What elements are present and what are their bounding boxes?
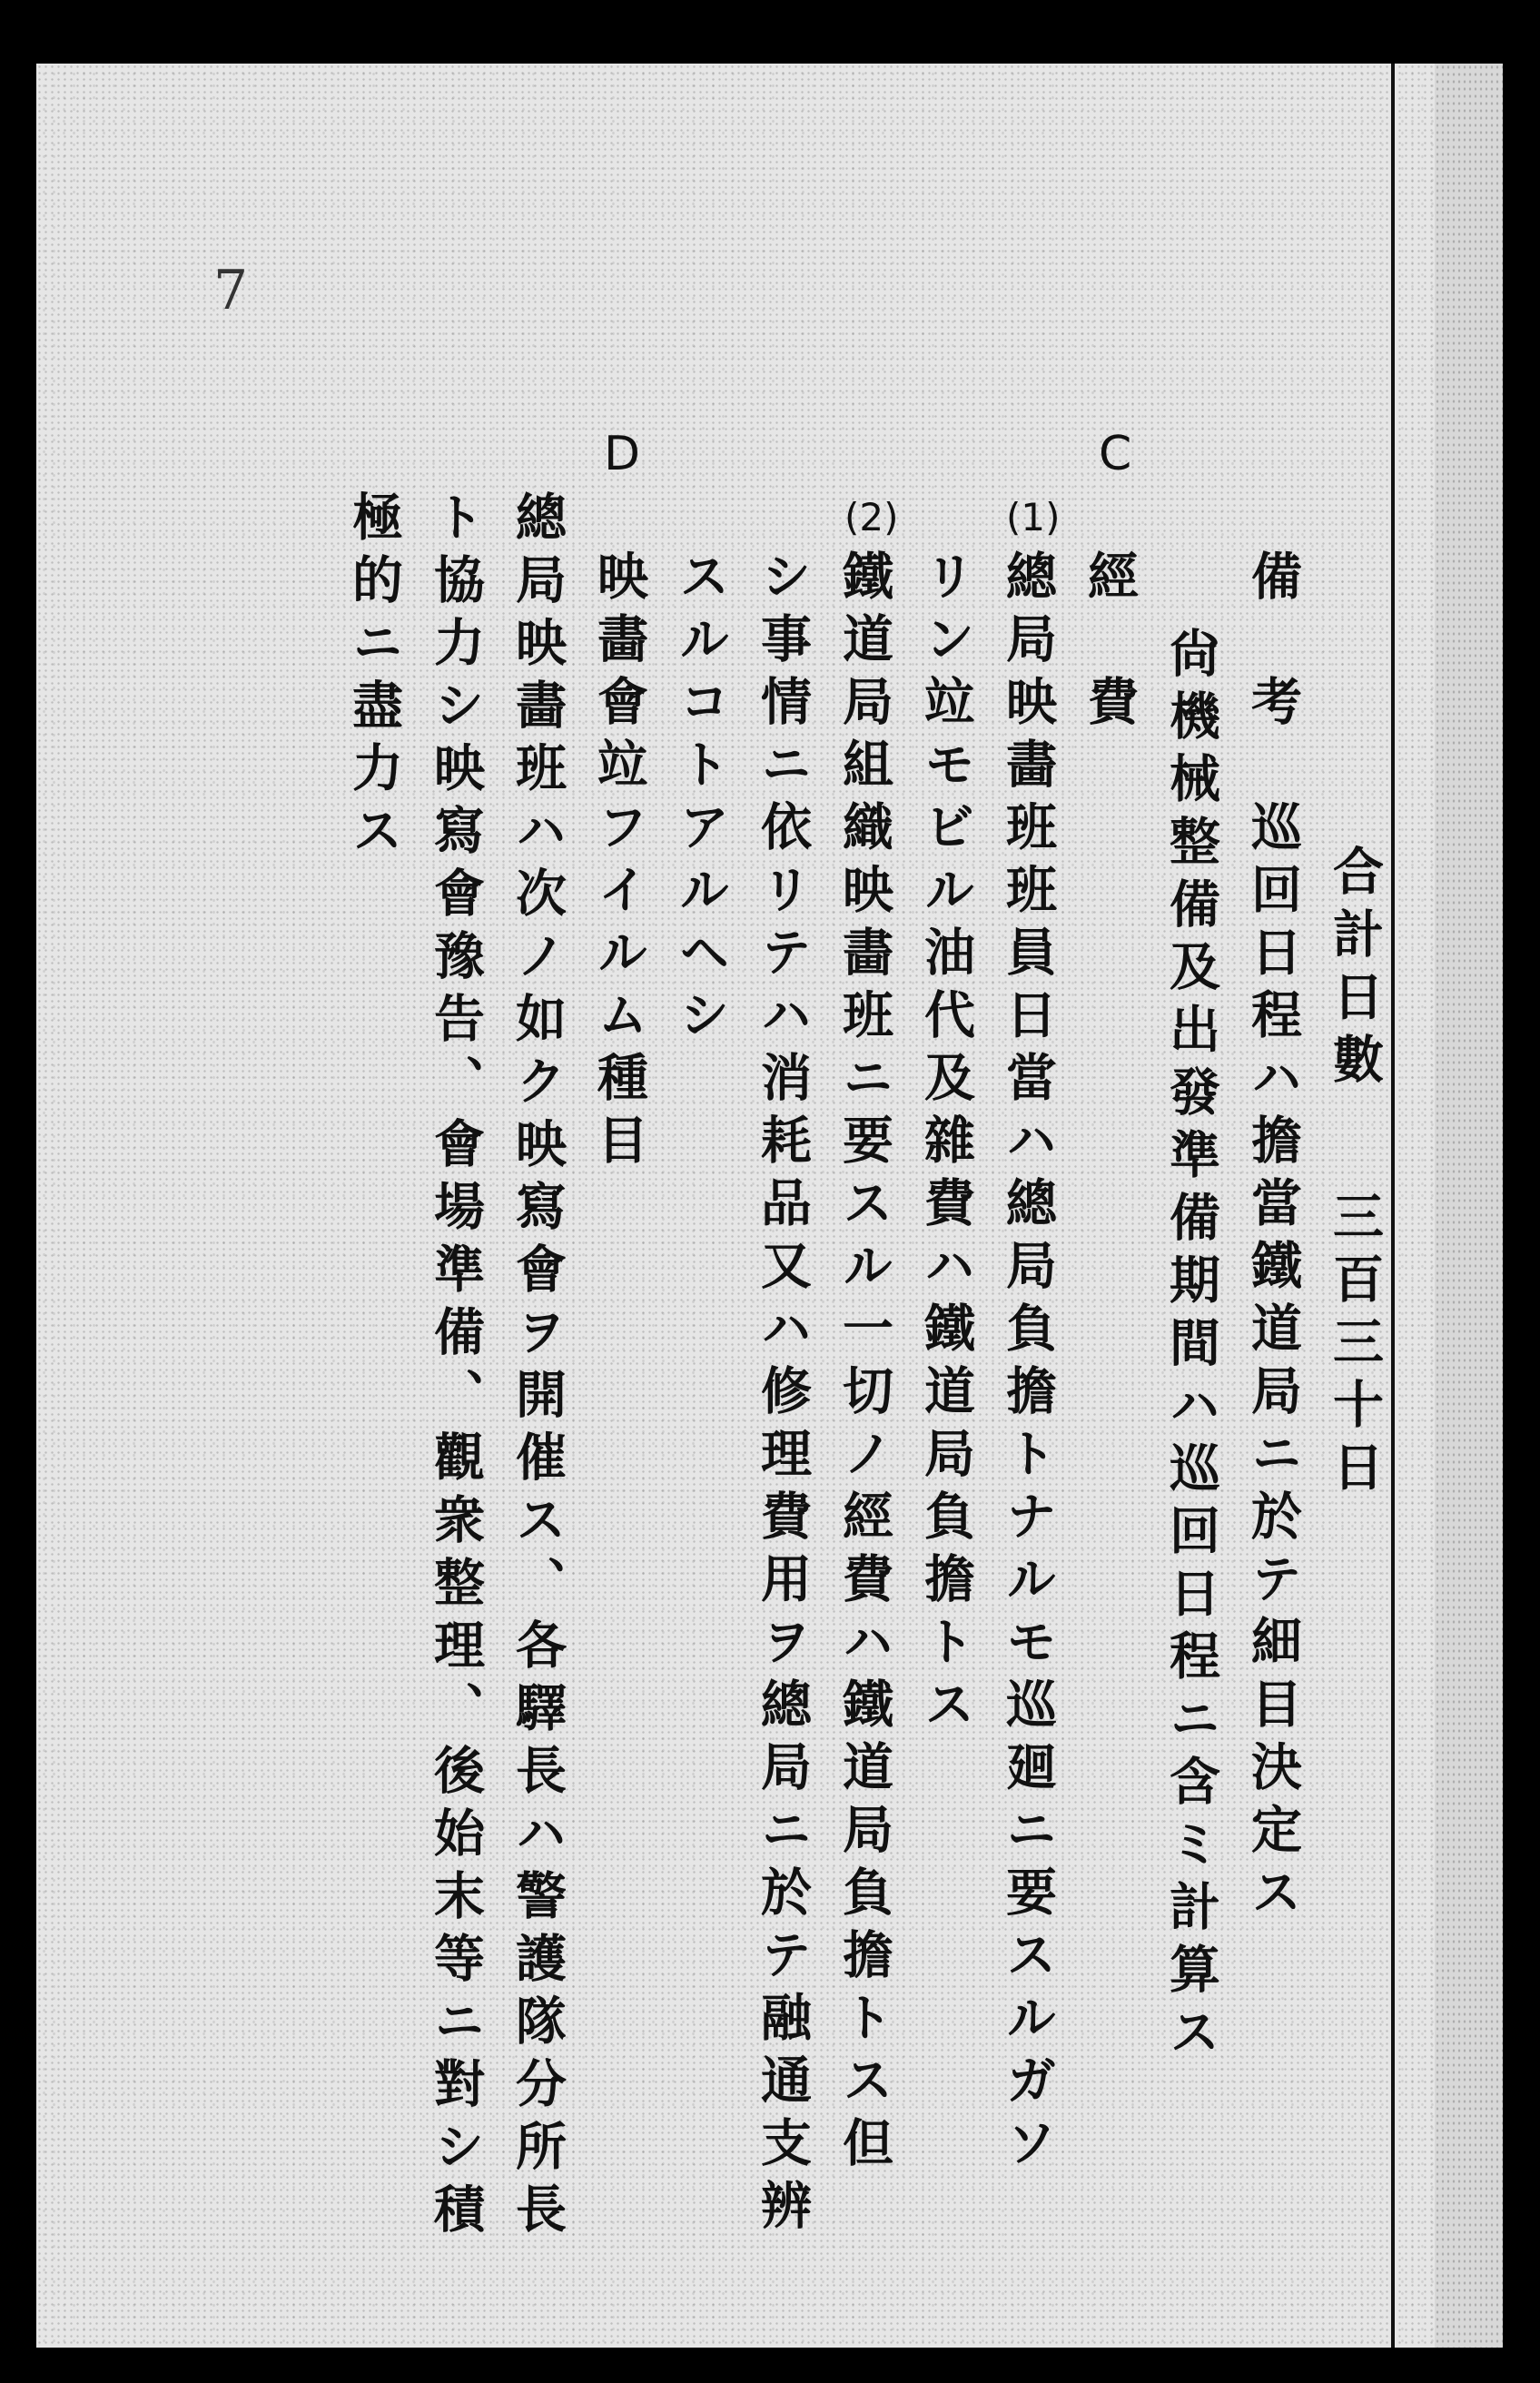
text-column-14: 極的ニ盡力ス (344, 490, 404, 866)
text-column-11: 映畵會竝フイルム種目 (589, 549, 649, 1176)
section-marker-c: C (1099, 427, 1132, 481)
text-column-6: 總局映畵班班員日當ハ總局負擔トナルモ巡廻ニ要スルガソ (998, 549, 1058, 2179)
text-column-12: 總局映畵班ハ次ノ如ク映寫會ヲ開催ス、各驛長ハ警護隊分所長 (508, 490, 568, 2245)
text-column-13: ト協力シ映寫會豫告、會場準備、觀衆整理、後始末等ニ對シ積 (426, 490, 486, 2245)
page-fold-line (1391, 64, 1395, 2348)
item-marker-2: (2) (844, 495, 899, 539)
text-column-3: 備 考 巡回日程ハ擔當鐵道局ニ於テ細目決定ス (1243, 549, 1303, 1928)
document-page (36, 64, 1435, 2348)
text-column-1: 合計日數 (1325, 845, 1385, 1095)
text-column-7: リン竝モビル油代及雜費ハ鐵道局負擔トス (916, 549, 976, 1740)
text-column-2: 三百三十日 (1325, 1190, 1385, 1503)
text-column-5: 經 費 (1080, 549, 1140, 737)
section-marker-d: D (604, 427, 641, 481)
text-column-10: スルコトアルヘシ (671, 549, 731, 1051)
text-column-8: 鐵道局組織映畵班ニ要スル一切ノ經費ハ鐵道局負擔トス但 (834, 549, 894, 2179)
page-number-mark: 7 (213, 259, 249, 322)
text-column-9: シ事情ニ依リテハ消耗品又ハ修理費用ヲ總局ニ於テ融通支辨 (753, 549, 813, 2241)
item-marker-1: (1) (1006, 495, 1061, 539)
text-column-4: 尙機械整備及出發準備期間ハ巡回日程ニ含ミ計算ス (1161, 627, 1221, 2068)
adjacent-page-edge (1435, 64, 1503, 2348)
